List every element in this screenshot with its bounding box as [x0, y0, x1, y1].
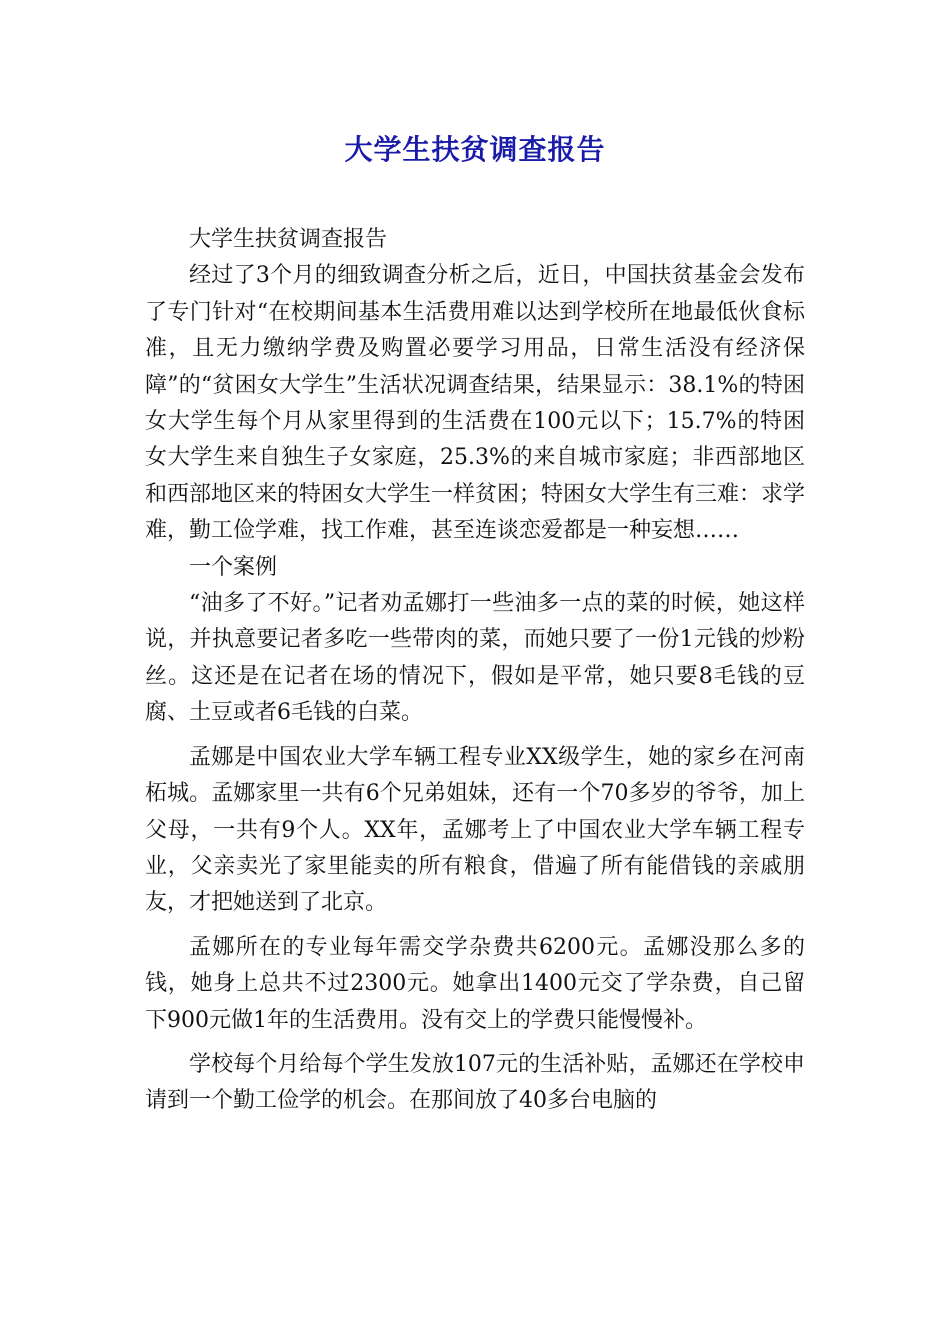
document-body: [145, 222, 805, 1120]
paragraph-case-heading: 一个案例: [189, 554, 278, 580]
paragraph-intro: 经过了3个月的细致调查分析之后，近日，中国扶贫基金会发布了专门针对“在校期间基本生活费用难以达到学校所在地最低伙食标准，且无力缴纳学费及购置必要学习用品，日常生活没有经济保障”的“贫困女大学生”生活状况调查结果，结果显示：38.1%的特困女大学生每个月从家里得到的生活费在100元以下；15.7%的特困女大学生来自独生子女家庭，25.3%的来自城市家庭；非西部地区和西部地区来的特困女大学生一样贫困；特困女大学生有三难：求学难，勤工俭学难，找工作难，甚至连谈恋爱都是一种妄想……: [145, 263, 806, 544]
paragraph-background: 孟娜是中国农业大学车辆工程专业XX级学生，她的家乡在河南柘城。孟娜家里一共有6个兄弟姐妹，还有一个70多岁的爷爷，加上父母，一共有9个人。XX年，孟娜考上了中国农业大学车辆工程专业，父亲卖光了家里能卖的所有粮食，借遍了所有能借钱的亲戚朋友，才把她送到了北京。: [145, 744, 805, 916]
paragraph-subsidy: 学校每个月给每个学生发放107元的生活补贴，孟娜还在学校申请到一个勤工俭学的机会。在那间放了40多台电脑的: [145, 1051, 805, 1114]
document-title: 大学生扶贫调查报告: [344, 133, 606, 166]
paragraph-heading: 大学生扶贫调查报告: [189, 227, 388, 252]
paragraph-tuition: 孟娜所在的专业每年需交学杂费共6200元。孟娜没那么多的钱，她身上总共不过2300元。她拿出1400元交了学杂费，自己留下900元做1年的生活费用。没有交上的学费只能慢慢补。: [145, 934, 805, 1033]
paragraph-case-quote: “油多了不好。”记者劝孟娜打一些油多一点的菜的时候，她这样说，并执意要记者多吃一些带肉的菜，而她只要了一份1元钱的炒粉丝。这还是在记者在场的情况下，假如是平常，她只要8毛钱的豆腐、土豆或者6毛钱的白菜。: [145, 591, 805, 726]
